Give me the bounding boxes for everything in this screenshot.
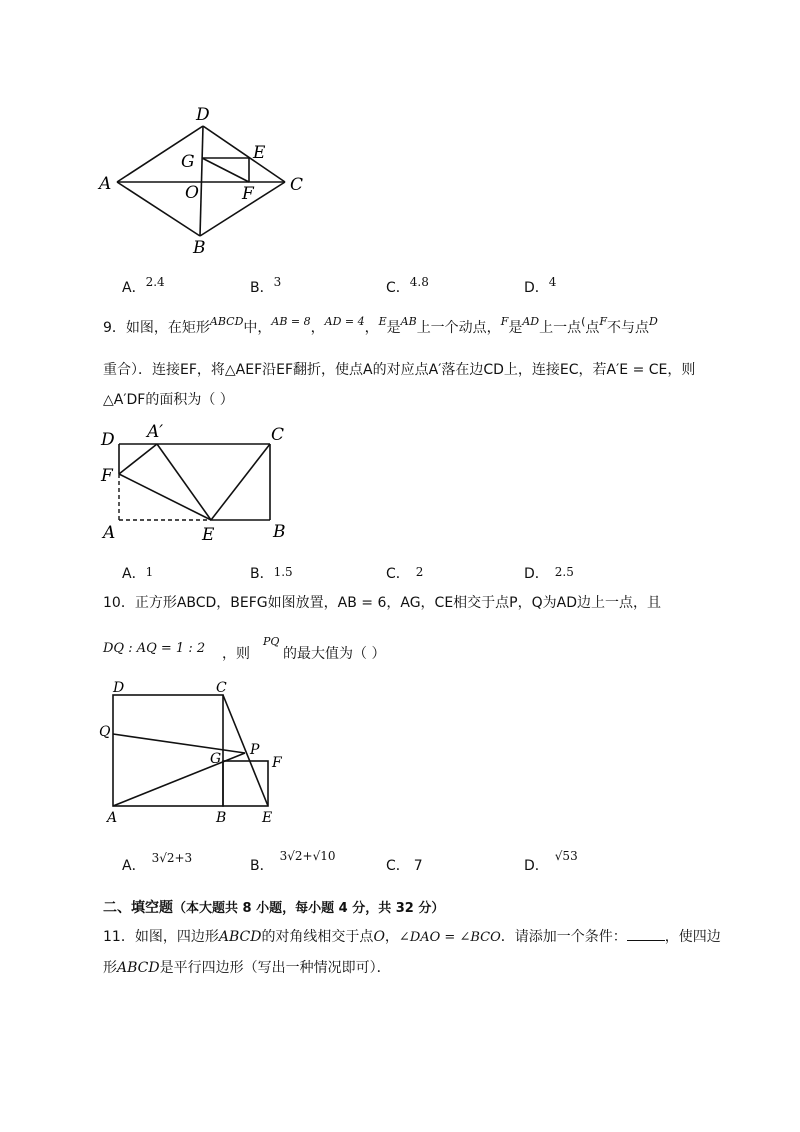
text: 是 [386,320,401,336]
math: PQ [263,635,280,648]
text: 的对角线相交于点 [261,929,374,945]
q9-rectangle-figure [95,420,305,545]
option-value: 1.5 [273,565,293,579]
diagonal-db [200,126,203,236]
text: 如图，在矩形 [125,320,210,336]
text: 不与点 [607,320,650,336]
option-letter: A． [122,280,146,296]
q8-option-d [524,277,556,297]
label-d: D [113,680,125,696]
label-e: E [253,143,266,163]
label-c: C [216,680,227,696]
option-value: 3 [273,275,282,289]
q10-line-2b [222,644,250,664]
option-value: 4 [548,275,557,289]
label-f: F [242,184,254,204]
label-b: B [273,522,286,542]
label-b: B [193,238,206,258]
text: ， [364,320,379,336]
option-letter: C． [386,858,410,874]
option-letter: C． [386,566,410,582]
q8-option-a [122,277,165,297]
label-e: E [262,810,273,826]
math: O [373,929,385,945]
q9-line-2: 重合）．连接EF，将△AEF沿EF翻折，使点A的对应点A′落在边CD上，连接EC，若A′E = CE，则 [103,362,696,378]
text: ， [384,929,399,945]
segment-fe [119,474,211,520]
section-title: 二、填空题 [103,900,173,916]
q10-line-2 [103,638,205,659]
option-value: 3√2+3 [151,851,193,865]
text: 是平行四边形（写出一种情况即可）． [159,960,391,976]
label-f: F [272,755,282,771]
option-value: 2 [415,565,424,579]
option-letter: A． [122,566,146,582]
ratio: DQ : AQ = 1 : 2 [103,641,206,656]
q10-option-d [524,849,578,875]
label-c: C [271,425,285,445]
text: ，则 [222,646,250,662]
text: ，使四边 [664,929,721,945]
q9-option-c [386,563,423,583]
section-heading [103,898,444,919]
text: 上一点 [539,320,582,336]
square-befg [223,761,268,806]
option-value: 3√2+√10 [279,849,336,863]
text: 上一个动点， [416,320,501,336]
label-b: B [216,810,227,826]
question-number: 9． [103,320,126,336]
q8-option-c [386,277,429,297]
text: ， [310,320,325,336]
q9-line-1 [103,315,658,339]
text: 中， [243,320,272,336]
square-abcd [113,695,223,806]
math: ABCD [218,929,262,945]
option-letter: B． [250,566,274,582]
math: AD [522,315,540,328]
option-letter: D． [524,858,549,874]
option-letter: D． [524,566,549,582]
q9-line-3: △A′DF的面积为（ ） [103,392,234,408]
option-letter: A． [122,858,146,874]
label-d: D [101,430,115,450]
q10-option-a [122,851,193,875]
option-letter: D． [524,280,549,296]
option-value: 4.8 [409,275,429,289]
segment-ec [211,444,270,520]
q10-squares-figure [95,678,295,828]
option-letter: B． [250,858,274,874]
label-a: A [103,523,116,543]
math: E [378,315,387,328]
segment-fa1 [119,444,157,474]
label-g: G [210,751,222,767]
text: ．请添加一个条件： [500,929,627,945]
segment-a1e [157,444,211,520]
q10-line-1: 10．正方形ABCD，BEFG如图放置，AB = 6，AG，CE相交于点P，Q为AD边上一点，且 [103,595,661,611]
q10-option-b [250,849,336,875]
option-letter: C． [386,280,410,296]
option-value: 1 [145,565,154,579]
text: 的最大值为（ ） [283,646,386,662]
paren: ( [581,315,586,328]
option-value: 2.5 [554,565,574,579]
option-letter: B． [250,280,274,296]
q9-option-a [122,563,153,583]
label-f: F [101,466,113,486]
text: 11．如图，四边形 [103,929,219,945]
text: 形 [103,960,117,976]
label-g: G [181,152,195,172]
option-value: √53 [554,849,578,863]
q11-line-2 [103,958,391,978]
label-c: C [290,175,304,195]
q10-option-c [386,855,423,875]
segment-ag [113,753,245,806]
q8-option-b [250,277,281,297]
math: AD = 4 [324,315,365,328]
q10-pq [263,630,279,649]
math: ABCD [117,960,160,976]
option-value: 2.4 [145,275,165,289]
q8-rhombus-figure [95,100,315,260]
math: ∠DAO = ∠BCO [398,930,501,945]
q9-option-d [524,563,574,583]
label-a-prime: A′ [147,422,164,442]
label-p: P [250,742,260,758]
math: ABCD [209,315,244,328]
label-q: Q [99,724,111,740]
math: F [599,315,608,328]
text: 是 [508,320,523,336]
q9-option-b [250,563,293,583]
label-o: O [185,183,199,203]
answer-blank[interactable] [627,926,665,941]
math: AB [400,315,417,328]
edge-dc [203,126,285,182]
q10-line-2c [283,644,385,664]
text: 点 [585,320,600,336]
segment-qp [113,734,245,753]
math: D [649,315,658,328]
math: AB = 8 [271,315,311,328]
label-d: D [196,105,210,125]
section-note: （本大题共 8 小题，每小题 4 分，共 32 分） [173,901,445,916]
label-e: E [202,525,215,545]
option-value: 7 [413,858,423,874]
math: F [500,315,509,328]
segment-gf [202,158,249,182]
label-a: A [99,174,112,194]
label-a: A [107,810,118,826]
q11-line-1 [103,926,721,948]
